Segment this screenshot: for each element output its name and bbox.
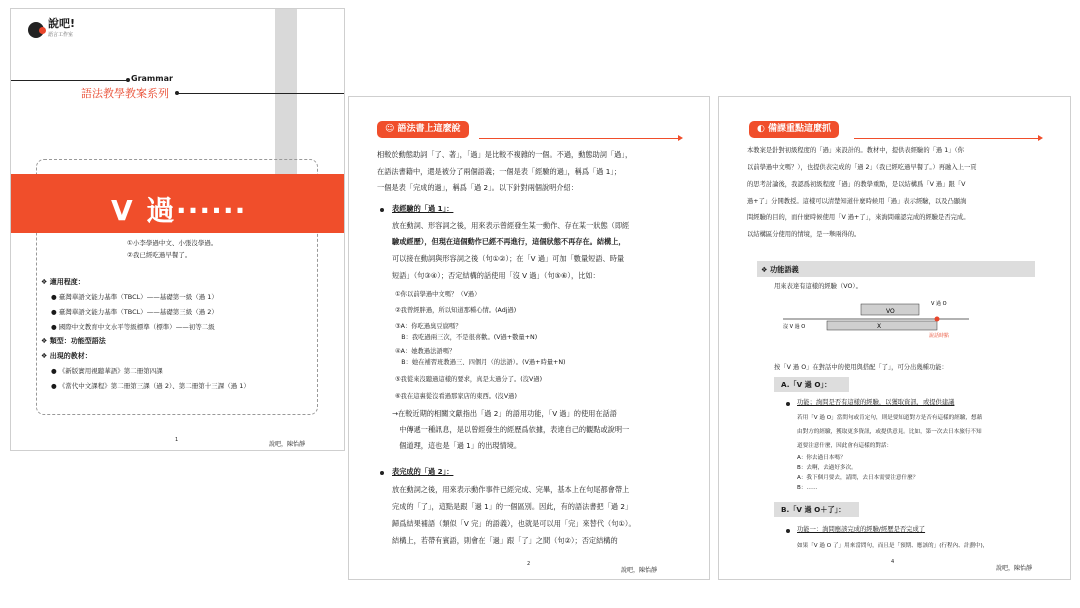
function-heading: ❖ 功能語義 — [761, 265, 799, 274]
paragraph-line: 若用「V 過 O」當問句或肯定句，則是要知道對方是否有這樣的經驗，想藉 — [797, 415, 983, 421]
author: 說吧，陳怡靜 — [621, 567, 658, 574]
grammar-label: Grammar — [131, 74, 173, 83]
example-line: ⑤我從來沒聽過這樣的要求，真是太過分了。(沒V過) — [395, 376, 543, 383]
paragraph-line: 如果「V 過 O 了」用來當問句，而且是「預期、應該的」(行程內、計劃中)， — [797, 543, 989, 549]
section-header: ☺ 語法書上這麼說 — [377, 121, 469, 138]
example-line: ②我已經吃過早餐了。 — [127, 251, 192, 259]
list-item: ● 《新版實用視聽華語》第二冊第四課 — [51, 367, 163, 375]
subheading: B.「V 過 O＋了」： — [781, 505, 846, 514]
logo-icon — [28, 22, 44, 38]
logo — [28, 19, 75, 40]
paragraph-line: 以結構區分使用的情境，是一舉兩得的。 — [747, 231, 861, 238]
bullet — [786, 529, 790, 533]
page-number: 2 — [527, 561, 531, 567]
type-heading: ❖ 類型：功能型語法 — [41, 337, 106, 345]
bullet — [380, 208, 384, 212]
list-item: ● 國際中文教育中文水平等級標準（標準）——初等二級 — [51, 323, 215, 331]
series-title: 語法教學教案系列 — [81, 87, 169, 100]
divider — [178, 93, 345, 94]
section-header: ◐ 備課重點這麼抓 — [749, 121, 839, 138]
section-divider — [854, 138, 1039, 139]
paragraph-line: 放在動詞、形容詞之後，用來表示曾經發生某一動作、存在某一狀態（即經 — [392, 221, 630, 230]
bullet — [380, 471, 384, 475]
author: 說吧，陳怡靜 — [269, 441, 306, 448]
example-line: ⑥我在這裏從沒看過那家店的東西。(沒V過) — [395, 393, 517, 400]
paragraph-line: 放在動詞之後，用來表示動作事件已經完成、完畢，基本上在句尾都會帶上 — [392, 485, 630, 494]
paragraph-line: 由對方的經驗，獲取更多資訊，或提供意見。比如，第一次去日本旅行不知 — [797, 429, 982, 435]
dialog-line: B：去啊，去過好多次。 — [797, 465, 857, 471]
arrow-icon — [678, 135, 683, 141]
divider-dot — [126, 78, 130, 82]
v-guo-o-label: V 過 O — [931, 301, 947, 307]
paragraph-line: 本教案是針對初級程度的「過」來設計的。教材中，提供表經驗的「過 1」（你 — [747, 147, 964, 154]
divider — [11, 80, 128, 81]
list-item: ● 臺灣華語文能力基準（TBCL）——基礎第一級（過 1） — [51, 293, 218, 301]
page-number: 1 — [175, 437, 179, 443]
dialog-line: A：我下個月要去，請問，去日本需要注意什麼？ — [797, 475, 919, 481]
note-line: 中傳遞一種訊息，是以曾經發生的經歷爲依據，表達自己的觀點或說明一 — [392, 425, 630, 434]
example-line: B：她在補習班教過三、四個月（的法語）。(V過+時量+N) — [395, 359, 566, 366]
example-line: B：我吃過兩三次，不是很喜歡。(V過+數量+N) — [395, 334, 538, 341]
now-label: 說話時點 — [929, 333, 950, 339]
logo-text: 說吧! — [48, 17, 76, 30]
now-marker — [935, 317, 940, 322]
bullet — [786, 402, 790, 406]
document-page-1 — [10, 8, 345, 451]
note-line: 個道理，這也是「過 1」的出現情境。 — [392, 441, 522, 450]
example-line: ④A：她教過法語嗎？ — [395, 348, 456, 355]
paragraph-line: 以前學過中文嗎？），也提供表完成的「過 2」（我已經吃過早餐了。）再融入上一頁 — [747, 164, 977, 171]
paragraph-line: 歸爲結果補語（類似「V 完」的語義），也就是可以用「完」來替代（句①）。 — [392, 519, 636, 528]
page-number: 4 — [891, 559, 895, 565]
document-page-2 — [348, 96, 710, 580]
paragraph-line: 可以接在動詞與形容詞之後（句①②）；在「V 過」可加「數量短語、時量 — [392, 254, 625, 263]
example-line: ①小李學過中文、小張沒學過。 — [127, 239, 218, 247]
paragraph-line: 驗或經歷），但現在這個動作已經不再進行，這個狀態不再存在。結構上， — [392, 237, 626, 246]
level-heading: ❖ 適用程度： — [41, 278, 85, 286]
paragraph-line: 結構上，若帶有賓語，則會在「過」跟「了」之間（句②）；否定結構的 — [392, 536, 618, 545]
decorative-bar — [275, 9, 297, 179]
note-line: →在較近期的相關文獻指出「過 2」的語用功能，「V 過」的使用在話語 — [392, 409, 617, 418]
section-divider — [479, 138, 679, 139]
subheading: 表完成的「過 2」： — [392, 467, 454, 476]
paragraph-line: 短語」（句③④）；否定結構的話使用「沒 V 過」（句⑤⑥），比如： — [392, 271, 600, 280]
document-page-3 — [718, 96, 1071, 580]
dialog-line: B：…… — [797, 485, 818, 491]
paragraph-line: 問經驗的目的，而什麼時候使用「V 過+了」，來詢問確認完成的經驗是否完成。 — [747, 214, 970, 221]
example-line: ②我曾經胖過，所以知道那種心情。(Adj過) — [395, 307, 517, 314]
example-line: ③A：你吃過臭豆腐嗎？ — [395, 323, 462, 330]
timeline-diagram — [779, 297, 979, 345]
page-title: V 過‧‧‧‧‧‧ — [111, 194, 247, 227]
logo-subtitle: 語言工作室 — [48, 32, 74, 38]
vo-label: VO — [886, 308, 895, 315]
example-line: ①你以前學過中文嗎？（V過） — [395, 291, 481, 298]
paragraph-line: 相較於動態助詞「了、著」，「過」是比較不複雜的一個。不過，動態助詞「過」， — [377, 150, 633, 159]
list-item: ● 臺灣華語文能力基準（TBCL）——基礎第三級（過 2） — [51, 308, 218, 316]
paragraph-line: 一個是表「完成的過」，稱爲「過 2」。以下針對兩個說明介紹： — [377, 183, 578, 192]
paragraph-line: 完成的「了」，這點是跟「過 1」的一個區別。因此，有的語法書把「過 2」 — [392, 502, 633, 511]
description: 用來表達有這樣的經驗（VO）。 — [774, 283, 862, 290]
paragraph-line: 的思考討論後，我認爲初級程度「過」的教學重點，是以結構爲「V 過」跟「V — [747, 181, 966, 188]
author: 說吧，陳怡靜 — [996, 565, 1033, 572]
paragraph-line: 按「V 過 O」在對話中的使用與搭配「了」，可分出幾種功能： — [774, 364, 948, 371]
bullet-text: 功能一：詢問應該完成的經驗/經歷是否完成了 — [797, 526, 926, 533]
x-label: X — [877, 323, 882, 330]
bullet-text: 功能；詢問是否有這樣的經驗，以獲取資訊，或提供建議 — [797, 399, 955, 406]
texts-heading: ❖ 出現的教材： — [41, 352, 92, 360]
paragraph-line: 在語法書籍中，還是被分了兩個語義；一個是表「經驗的過」，稱爲「過 1」； — [377, 167, 622, 176]
arrow-icon — [1038, 135, 1043, 141]
mei-v-guo-o-label: 沒 V 過 O — [783, 324, 806, 330]
paragraph-line: 過+了」分開教授。這樣可以清楚知道什麼時候用「過」表示經驗，以及凸顯詢 — [747, 198, 967, 205]
paragraph-line: 道要注意什麼，因此會有這樣的對話： — [797, 443, 893, 449]
x-box — [827, 321, 937, 330]
dialog-line: A：你去過日本嗎？ — [797, 455, 846, 461]
subheading: 表經驗的「過 1」： — [392, 204, 454, 213]
subheading: A.「V 過 O」： — [781, 380, 832, 389]
list-item: ● 《當代中文課程》第二冊第三課（過 2）、第二冊第十三課（過 1） — [51, 382, 250, 390]
